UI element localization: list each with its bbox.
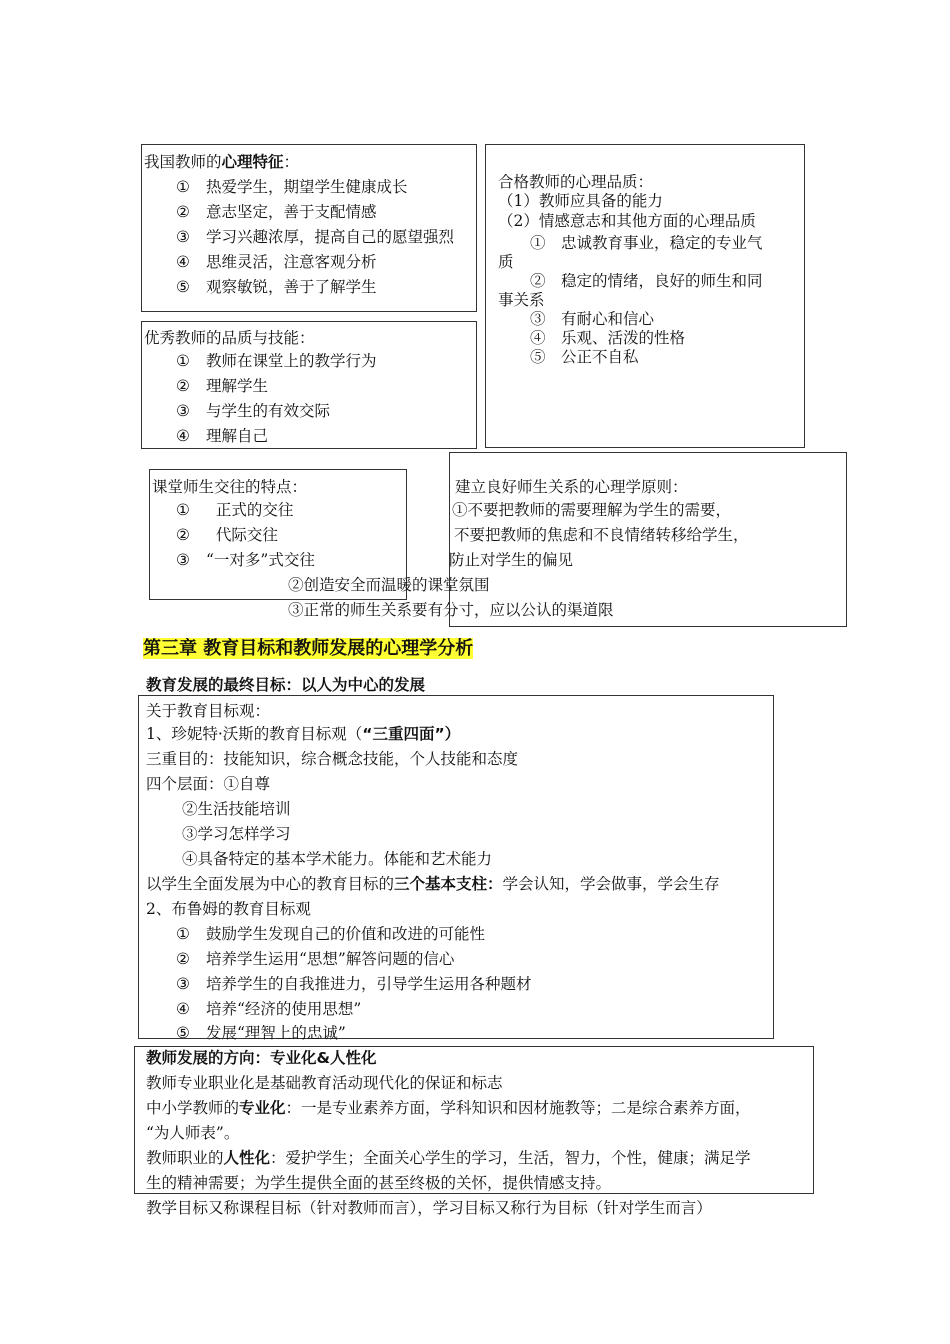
list-item — [176, 277, 377, 297]
goals-bold: 三个基本支柱： — [394, 875, 503, 893]
list-item — [176, 999, 361, 1019]
item-number: ⑤ — [176, 1024, 190, 1042]
development-line: 生的精神需要；为学生提供全面的甚至终极的关怀，提供情感支持。 — [146, 1174, 612, 1192]
list-item — [176, 924, 485, 944]
title-bold: 心理特征 — [221, 153, 284, 171]
item-text: 理解学生 — [206, 377, 269, 395]
principles-line: 防止对学生的偏见 — [449, 551, 574, 569]
item-number: ② — [176, 377, 190, 395]
list-item — [176, 401, 330, 421]
chapter-heading — [143, 636, 473, 662]
item-text: 正式的交往 — [206, 501, 294, 519]
item-text: 发展“理智上的忠诚” — [206, 1024, 346, 1042]
goals-line: 2、布鲁姆的教育目标观 — [146, 900, 311, 918]
item-text: 学习兴趣浓厚，提高自己的愿望强烈 — [206, 228, 455, 246]
goals-line: 关于教育目标观： — [146, 702, 271, 720]
list-item — [176, 202, 377, 222]
item-text: 意志坚定，善于支配情感 — [206, 203, 377, 221]
qualified-item-cont: 质 — [498, 253, 514, 271]
item-text: 培养学生的自我推进力，引导学生运用各种题材 — [206, 975, 532, 993]
qualified-title: 合格教师的心理品质： — [498, 173, 654, 191]
title-part: 我国教师的 — [144, 153, 222, 171]
goals-text: 以学生全面发展为中心的教育目标的 — [146, 875, 395, 893]
goals-bold: “三重四面”） — [362, 725, 461, 743]
development-text: 教师职业的 — [146, 1149, 224, 1167]
item-number: ① — [176, 501, 190, 519]
interaction-title: 课堂师生交往的特点： — [152, 478, 308, 496]
item-number: ② — [176, 203, 190, 221]
goals-line: 四个层面：①自尊 — [146, 775, 271, 793]
list-item — [176, 550, 315, 570]
item-text: 热爱学生，期望学生健康成长 — [206, 178, 408, 196]
item-number: ③ — [176, 228, 190, 246]
list-item — [176, 949, 454, 969]
goals-line — [146, 874, 720, 894]
item-number: ④ — [176, 253, 190, 271]
list-item — [176, 974, 532, 994]
goals-text: 学会认知，学会做事，学会生存 — [502, 875, 720, 893]
goals-line: ④具备特定的基本学术能力。体能和艺术能力 — [182, 850, 493, 868]
list-item — [176, 351, 377, 371]
principles-title: 建立良好师生关系的心理学原则： — [455, 478, 688, 496]
item-number: ① — [176, 178, 190, 196]
development-title: 教师发展的方向：专业化&人性化 — [146, 1049, 377, 1067]
qualified-item: ① 忠诚教育事业，稳定的专业气 — [530, 234, 763, 252]
item-number: ③ — [176, 975, 190, 993]
development-line: 教师专业职业化是基础教育活动现代化的保证和标志 — [146, 1074, 503, 1092]
goals-line: ②生活技能培训 — [182, 800, 291, 818]
list-item — [176, 252, 377, 272]
item-number: ② — [176, 526, 190, 544]
item-text: 培养“经济的使用思想” — [206, 1000, 362, 1018]
qualified-item-cont: 事关系 — [498, 291, 545, 309]
principles-line: ③正常的师生关系要有分寸，应以公认的渠道限 — [288, 601, 614, 619]
item-number: ④ — [176, 427, 190, 445]
qualified-item: ④ 乐观、活泼的性格 — [530, 329, 686, 347]
chapter-heading-text: 第三章 教育目标和教师发展的心理学分析 — [143, 638, 474, 659]
item-text: 理解自己 — [206, 427, 269, 445]
item-text: 培养学生运用“思想”解答问题的信心 — [206, 950, 455, 968]
item-number: ② — [176, 950, 190, 968]
goals-line: 三重目的：技能知识，综合概念技能，个人技能和态度 — [146, 750, 519, 768]
list-item — [176, 500, 293, 520]
list-item — [176, 1023, 346, 1043]
list-item — [176, 376, 268, 396]
principles-line: ①不要把教师的需要理解为学生的需要， — [452, 501, 732, 519]
qualified-line: （1）教师应具备的能力 — [498, 192, 663, 210]
development-bold: 人性化 — [223, 1149, 271, 1167]
item-text: 代际交往 — [206, 526, 278, 544]
teacher-development-box — [134, 1046, 814, 1194]
goals-text: 1、珍妮特·沃斯的教育目标观（ — [146, 725, 363, 743]
development-bold: 专业化 — [239, 1099, 286, 1117]
development-text: ：一是专业素养方面，学科知识和因材施教等；二是综合素养方面， — [285, 1099, 751, 1117]
list-item — [176, 426, 268, 446]
item-number: ① — [176, 925, 190, 943]
qualified-item: ⑤ 公正不自私 — [530, 348, 639, 366]
principles-line: 不要把教师的焦虑和不良情绪转移给学生， — [454, 526, 749, 544]
principles-line: ②创造安全而温暖的课堂氛围 — [288, 576, 490, 594]
goals-line — [146, 724, 460, 744]
development-text: ：爱护学生；全面关心学生的学习，生活，智力，个性，健康；满足学 — [270, 1149, 751, 1167]
item-number: ⑤ — [176, 278, 190, 296]
development-line — [146, 1148, 751, 1168]
qualified-line: （2）情感意志和其他方面的心理品质 — [498, 212, 756, 230]
psych-traits-title — [144, 152, 299, 172]
item-text: 与学生的有效交际 — [206, 402, 331, 420]
item-number: ③ — [176, 551, 190, 569]
list-item — [176, 177, 408, 197]
footer-note: 教学目标又称课程目标（针对教师而言），学习目标又称行为目标（针对学生而言） — [146, 1199, 712, 1217]
excellent-title: 优秀教师的品质与技能： — [144, 329, 315, 347]
development-text: 中小学教师的 — [146, 1099, 240, 1117]
ultimate-goal-heading: 教育发展的最终目标：以人为中心的发展 — [146, 676, 426, 694]
development-line — [146, 1098, 751, 1118]
item-text: “一对多”式交往 — [206, 551, 315, 569]
title-colon: ： — [283, 153, 300, 171]
item-number: ④ — [176, 1000, 190, 1018]
item-text: 观察敏锐，善于了解学生 — [206, 278, 377, 296]
item-text: 教师在课堂上的教学行为 — [206, 352, 377, 370]
list-item — [176, 227, 454, 247]
item-number: ① — [176, 352, 190, 370]
qualified-item: ③ 有耐心和信心 — [530, 310, 655, 328]
development-line: “为人师表”。 — [146, 1124, 240, 1142]
goals-line: ③学习怎样学习 — [182, 825, 291, 843]
item-number: ③ — [176, 402, 190, 420]
qualified-item: ② 稳定的情绪，良好的师生和同 — [530, 272, 763, 290]
item-text: 思维灵活，注意客观分析 — [206, 253, 377, 271]
item-text: 鼓励学生发现自己的价值和改进的可能性 — [206, 925, 486, 943]
list-item — [176, 525, 278, 545]
